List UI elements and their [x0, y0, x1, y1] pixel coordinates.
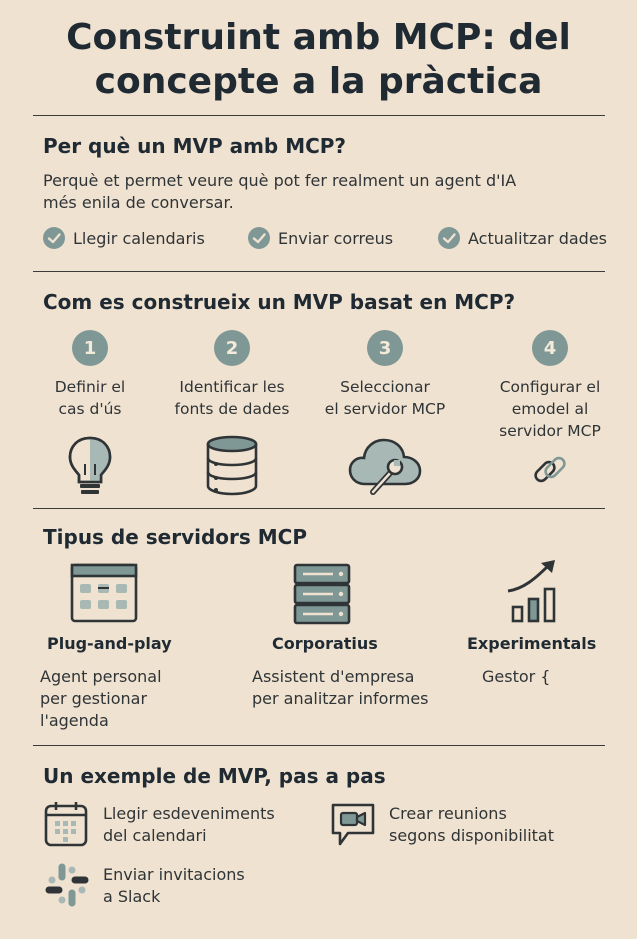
step-number: 3 [367, 330, 403, 366]
example-step-line: Crear reunions [389, 804, 507, 823]
section3-heading: Tipus de servidors MCP [43, 525, 308, 549]
server-icon [293, 563, 351, 625]
example-step [103, 864, 245, 908]
bullet-label: Actualitzar dades [468, 228, 608, 248]
check-icon [248, 227, 270, 249]
step-1 [20, 330, 160, 498]
step-label-line: Seleccionar [340, 378, 430, 396]
step-3 [315, 330, 455, 496]
section1-heading: Per què un MVP amb MCP? [43, 134, 347, 158]
video-chat-icon [330, 801, 376, 847]
section2-heading: Com es construeix un MVP basat en MCP? [43, 290, 516, 314]
step-2 [162, 330, 302, 498]
step-4 [480, 330, 620, 490]
type-title: Corporatius [272, 634, 378, 653]
step-label [480, 376, 620, 442]
step-label-line: Identificar les [179, 378, 285, 396]
section1-text-line-2: més enila de conversar. [43, 193, 234, 212]
divider [33, 271, 605, 272]
example-step-line: Enviar invitacions [103, 865, 245, 884]
check-icon [438, 227, 460, 249]
step-label-line: fonts de dades [174, 400, 290, 418]
title-line-1: Construint amb MCP: del [66, 17, 571, 58]
example-step-line: del calendari [103, 826, 207, 845]
divider [33, 745, 605, 746]
link-icon [530, 450, 570, 490]
type-description-line: per analitzar informes [252, 689, 429, 708]
divider [33, 115, 605, 116]
step-number: 1 [72, 330, 108, 366]
cloud-wrench-icon [347, 434, 423, 496]
bullet-label: Enviar correus [278, 228, 394, 248]
section1-text [43, 170, 603, 214]
type-description-line: Gestor { [482, 667, 551, 686]
type-description [252, 666, 429, 710]
step-label-line: cas d'ús [58, 400, 122, 418]
section1-text-line-1: Perquè et permet veure què pot fer realment un agent d'IA [43, 171, 517, 190]
calendar-grid-icon [70, 563, 138, 623]
type-title: Experimentals [467, 634, 597, 653]
step-label-line: Configurar el [499, 378, 601, 396]
type-description-line: Agent personal [40, 667, 162, 686]
step-label-line: emodel al [511, 400, 589, 418]
type-description [482, 666, 550, 688]
database-icon [202, 434, 262, 498]
example-step-line: a Slack [103, 887, 161, 906]
bullet-item [248, 227, 393, 249]
type-description [40, 666, 162, 732]
step-label [315, 376, 455, 420]
example-step-line: segons disponibilitat [389, 826, 554, 845]
bullet-item [438, 227, 607, 249]
example-step-line: Llegir esdeveniments [103, 804, 275, 823]
calendar-icon [44, 801, 88, 847]
type-description-line: per gestionar [40, 689, 148, 708]
bullet-item [43, 227, 205, 249]
step-label [20, 376, 160, 420]
step-number: 2 [214, 330, 250, 366]
step-label [162, 376, 302, 420]
step-number: 4 [532, 330, 568, 366]
growth-chart-icon [505, 557, 563, 623]
example-step [389, 803, 554, 847]
section4-heading: Un exemple de MVP, pas a pas [43, 764, 386, 788]
slack-icon [44, 862, 90, 908]
type-description-line: Assistent d'empresa [252, 667, 415, 686]
page-title [0, 16, 637, 104]
example-step [103, 803, 275, 847]
step-label-line: servidor MCP [499, 422, 601, 440]
bullet-label: Llegir calendaris [73, 228, 205, 248]
check-icon [43, 227, 65, 249]
step-label-line: Definir el [54, 378, 126, 396]
title-line-2: concepte a la pràctica [94, 61, 543, 102]
divider [33, 508, 605, 509]
type-description-line: l'agenda [40, 711, 109, 730]
type-title: Plug-and-play [47, 634, 172, 653]
step-label-line: el servidor MCP [324, 400, 446, 418]
lightbulb-icon [65, 434, 115, 498]
